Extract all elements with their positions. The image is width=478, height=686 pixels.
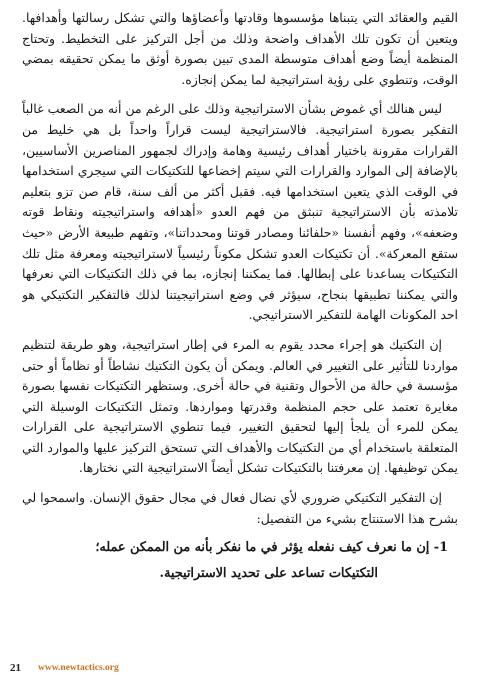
page-number: 21 bbox=[10, 662, 21, 674]
paragraph-tactical-thinking: إن التفكير التكتيكي ضروري لأي نضال فعال في مجال حقوق الإنسان. واسمحوا لي بشرح هذا الاستنتاج بشيء من التفصيل: bbox=[22, 490, 458, 526]
paragraph-tactic-definition: إن التكتيك هو إجراء محدد يقوم به المرء في إطار استراتيجية، وهو طريقة لتنظيم مواردنا للتأثير على التغيير في العالم. ويمكن أن يكون التكتيك نشاطاً أو نظاماً أو حتى مؤسسة في حالة من الأحوال وتقنية في حالة أخرى. وستظهر التكتيكات نفسها بصورة مغايرة تعتمد على حجم المنظمة وقدرتها ومواردها. وتمثل التكتيكات الوسيلة التي يمكن للمرء أن يلجأ إليها لتحقيق التغيير، فيما تنطوي الاستراتيجية على القرارات المتعلقة باستخدام أي من التكتيكات والأهداف التي تستحق التركيز عليها والموارد التي يمكن توظيفها. إن معرفتنا بالتكتيكات تشكل أيضاً الاستراتيجية التي نختارها. bbox=[22, 336, 458, 476]
page-footer bbox=[10, 662, 470, 678]
question-subheading-1: التكتيكات تساعد على تحديد الاستراتيجية. bbox=[159, 566, 378, 582]
paragraph-values-goals: القيم والعقائد التي يتبناها مؤسسوها وقادتها وأعضاؤها والتي تشكل رسالتها وأهدافها. ويتعين أن تكون تلك الأهداف واضحة وذلك من أجل التركيز على التخطيط. وتحتاج المنظمة أيضاً وضع أهداف متوسطة المدى تبين بصورة أوثق ما يمكن تحقيقه بمضي الوقت، وتنطوي على رؤية استراتيجية لما يمكن إنجازه. bbox=[22, 10, 458, 87]
question-heading-1: 1- إن ما نعرف كيف نفعله يؤثر في ما نفكر بأنه من الممكن عمله؛ bbox=[95, 540, 448, 556]
website-link[interactable]: www.newtactics.org bbox=[38, 663, 119, 673]
paragraph-strategy: ليس هنالك أي غموض بشأن الاستراتيجية وذلك على الرغم من أنه من الصعب غالباً التفكير بصورة استراتيجية. فالاستراتيجية ليست قراراً واحداً بل هي خليط من القرارات مقرونة باختيار أهداف رئيسية وهامة وإدراك لجمهور المناصرين الأساسيين، بالإضافة إلى الموارد والقرارات التي سيتم إخضاعها للتكتيكات التي سيجري استخدامها في الوقت الذي يتعين استخدامها فيه. فقبل أكثر من ألف سنة، قام صن تزو بتعليم تلامذته بأن الاستراتيجية تنبثق من فهم العدو «أهدافه واستراتيجيته ونقاط قوته وضعفه»، وفهم أنفسنا «حلفائنا ومصادر قوتنا ومحدداتنا»، وتفهم طبيعة الأرض «حيث ستقع المعركة». أن تكتيكات العدو تشكل مكوناً رئيسياً لاستراتيجيته ومعرفة مثل تلك التكتيكات يساعدنا على إبطالها. فما يمكننا إنجازه، بما في ذلك التكتيكات التي نعرفها والتي يمكننا تطبيقها بنجاح، سيؤثر في وضع استراتيجيتنا لذلك فالتفكير التكتيكي هو احد المكونات الهامة للتفكير الاستراتيجي. bbox=[22, 101, 458, 323]
page-body bbox=[22, 8, 458, 656]
